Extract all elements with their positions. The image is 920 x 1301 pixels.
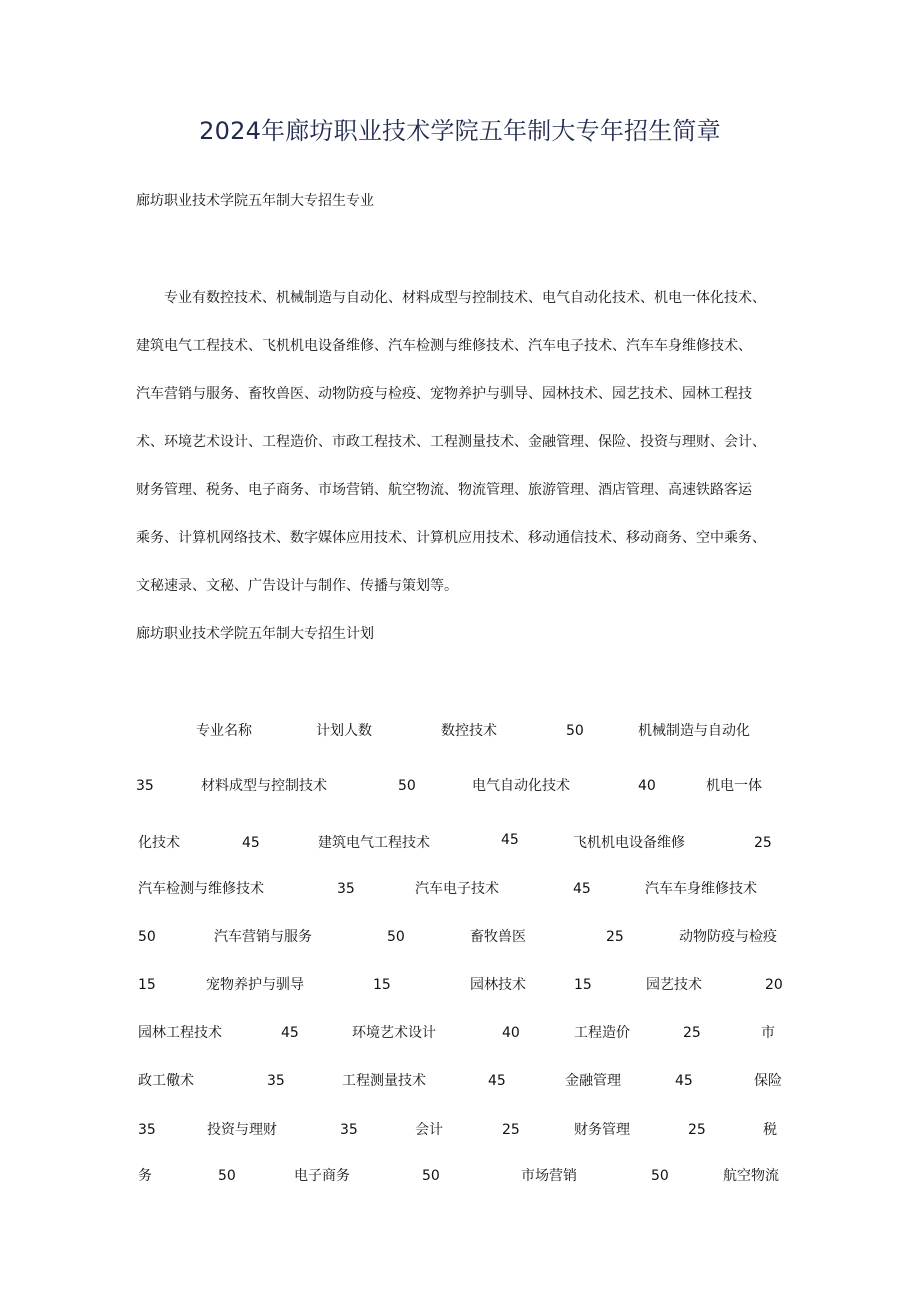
plan-cell: 化技术 [138,835,180,851]
plan-cell: 工程造价 [574,1025,630,1041]
plan-cell: 计划人数 [316,723,372,739]
plan-cell: 50 [387,929,405,945]
plan-cell: 金融管理 [565,1073,621,1089]
plan-cell: 宠物养护与驯导 [206,977,304,993]
majors-line: 专业有数控技术、机械制造与自动化、材料成型与控制技术、电气自动化技术、机电一体化技术、 [164,290,766,306]
majors-line: 建筑电气工程技术、飞机机电设备维修、汽车检测与维修技术、汽车电子技术、汽车车身维修技术、 [136,338,752,354]
plan-cell: 航空物流 [723,1168,779,1184]
plan-cell: 保险 [754,1073,782,1089]
plan-cell: 40 [502,1025,520,1041]
plan-cell: 50 [218,1168,236,1184]
plan-heading: 廊坊职业技术学院五年制大专招生计划 [136,626,374,642]
plan-cell: 25 [502,1122,520,1138]
plan-cell: 环境艺术设计 [352,1025,436,1041]
majors-line: 乘务、计算机网络技术、数字媒体应用技术、计算机应用技术、移动通信技术、移动商务、空中乘务、 [136,530,766,546]
plan-cell: 汽车电子技术 [415,881,499,897]
plan-cell: 45 [488,1073,506,1089]
plan-cell: 数控技术 [441,723,497,739]
plan-cell: 政工儆术 [138,1073,194,1089]
plan-cell: 25 [688,1122,706,1138]
plan-cell: 机电一体 [706,778,762,794]
plan-cell: 务 [138,1168,152,1184]
plan-cell: 40 [638,778,656,794]
plan-cell: 35 [340,1122,358,1138]
majors-line: 术、环境艺术设计、工程造价、市政工程技术、工程测量技术、金融管理、保险、投资与理财、会计、 [136,434,766,450]
plan-cell: 45 [573,881,591,897]
plan-cell: 飞机机电设备维修 [573,835,685,851]
plan-cell: 园艺技术 [646,977,702,993]
majors-line: 汽车营销与服务、畜牧兽医、动物防疫与检疫、宠物养护与驯导、园林技术、园艺技术、园林工程技 [136,386,752,402]
plan-cell: 电子商务 [294,1168,350,1184]
plan-cell: 工程测量技术 [342,1073,426,1089]
plan-cell: 材料成型与控制技术 [201,778,327,794]
plan-cell: 45 [675,1073,693,1089]
plan-cell: 投资与理财 [207,1122,277,1138]
plan-cell: 25 [683,1025,701,1041]
plan-cell: 建筑电气工程技术 [318,835,430,851]
plan-cell: 35 [136,778,154,794]
page-title: 2024年廊坊职业技术学院五年制大专年招生简章 [199,117,721,145]
plan-cell: 50 [566,723,584,739]
plan-cell: 45 [242,835,260,851]
plan-cell: 市场营销 [521,1168,577,1184]
plan-cell: 15 [138,977,156,993]
plan-cell: 市 [761,1025,775,1041]
plan-cell: 45 [281,1025,299,1041]
plan-cell: 35 [138,1122,156,1138]
plan-cell: 机械制造与自动化 [638,723,750,739]
plan-cell: 50 [422,1168,440,1184]
plan-cell: 会计 [415,1122,443,1138]
majors-line: 文秘速录、文秘、广告设计与制作、传播与策划等。 [136,578,458,594]
plan-cell: 50 [651,1168,669,1184]
plan-cell: 畜牧兽医 [470,929,526,945]
plan-cell: 园林工程技术 [138,1025,222,1041]
plan-cell: 专业名称 [196,723,252,739]
plan-cell: 电气自动化技术 [472,778,570,794]
plan-cell: 汽车检测与维修技术 [138,881,264,897]
plan-cell: 15 [574,977,592,993]
plan-cell: 25 [754,835,772,851]
majors-heading: 廊坊职业技术学院五年制大专招生专业 [136,193,374,209]
majors-line: 财务管理、税务、电子商务、市场营销、航空物流、物流管理、旅游管理、酒店管理、高速铁路客运 [136,482,752,498]
plan-cell: 汽车营销与服务 [214,929,312,945]
plan-cell: 汽车车身维修技术 [645,881,757,897]
plan-cell: 50 [398,778,416,794]
plan-cell: 15 [373,977,391,993]
plan-cell: 35 [267,1073,285,1089]
plan-cell: 35 [337,881,355,897]
plan-cell: 税 [763,1122,777,1138]
plan-cell: 25 [606,929,624,945]
plan-cell: 财务管理 [574,1122,630,1138]
plan-cell: 20 [765,977,783,993]
plan-cell: 50 [138,929,156,945]
plan-cell: 45 [501,832,519,848]
plan-cell: 动物防疫与检疫 [679,929,777,945]
plan-cell: 园林技术 [470,977,526,993]
